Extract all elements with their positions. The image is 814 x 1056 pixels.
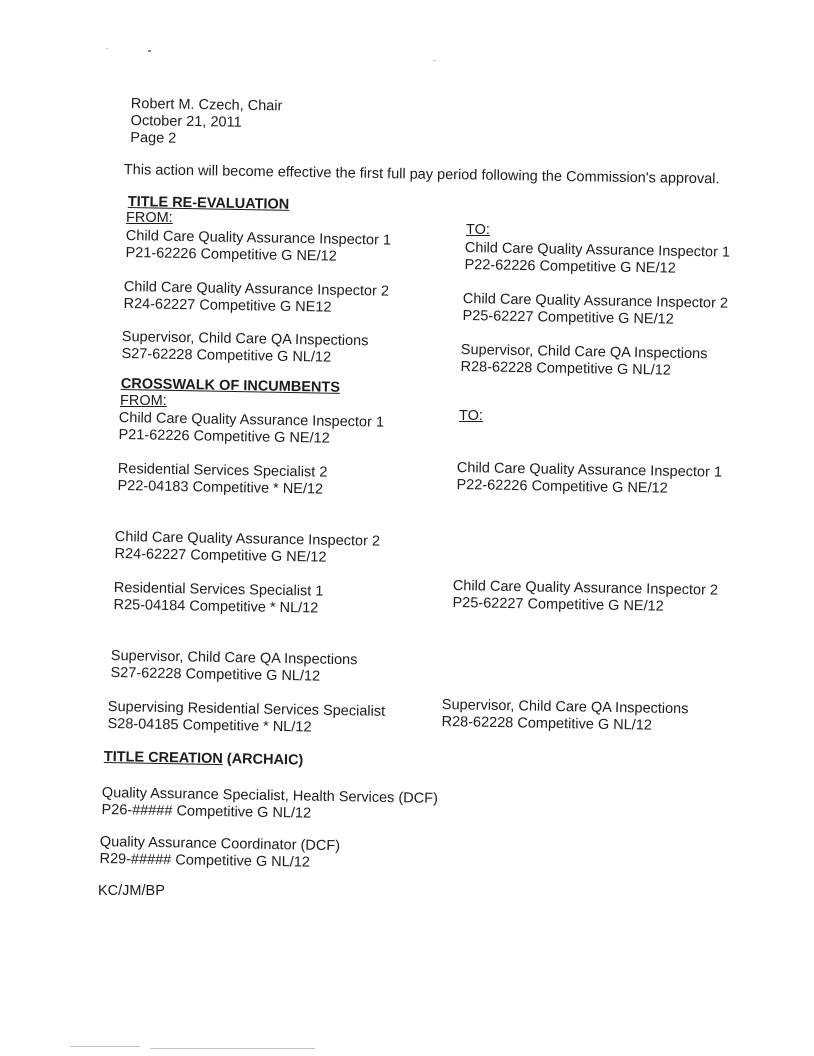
intro-text: This action will become effective the first full pay period following the Commission's approval. [123,162,720,188]
title-creation-item-1 [101,785,438,825]
item-detail: R24-62227 Competitive G NE/12 [114,545,327,566]
re-evaluation-heading: TITLE RE-EVALUATION [127,194,290,213]
title-creation-item-2 [99,834,340,872]
crosswalk-to-label: TO: [459,408,483,424]
crosswalk-to-2 [452,578,718,617]
item-title: Child Care Quality Assurance Inspector 1 [125,228,392,249]
item-detail: P22-04183 Competitive * NE/12 [117,477,324,498]
item-title: Quality Assurance Specialist, Health Services (DCF) [101,785,438,807]
scan-artifact-line [70,1046,140,1047]
item-title: Supervisor, Child Care QA Inspections [121,329,369,350]
letter-header [130,96,282,149]
item-detail: R29-##### Competitive G NL/12 [99,850,311,871]
crosswalk-from-2 [117,461,327,499]
crosswalk-from-1 [118,410,384,449]
scan-speck [148,50,151,52]
initials: KC/JM/BP [98,883,165,899]
item-title: Child Care Quality Assurance Inspector 2 [114,529,381,550]
item-title: Supervisor, Child Care QA Inspections [441,697,689,718]
item-detail: S27-62228 Competitive G NL/12 [110,664,321,685]
item-detail: P22-62226 Competitive G NE/12 [456,476,668,497]
page-number: Page 2 [130,129,177,147]
re-evaluation-to-label: TO: [466,222,490,238]
title-creation-note: (ARCHAIC) [226,751,304,769]
item-title: Child Care Quality Assurance Inspector 2 [462,291,729,312]
item-title: Supervising Residential Services Specialist [107,699,386,720]
item-title: Child Care Quality Assurance Inspector 1 [456,460,723,481]
item-title: Child Care Quality Assurance Inspector 2 [452,578,719,599]
item-detail: P21-62226 Competitive G NE/12 [118,426,330,447]
crosswalk-to-1 [456,460,722,499]
crosswalk-from-4 [113,580,323,618]
crosswalk-from-label: FROM: [120,393,167,409]
re-evaluation-to-2 [462,291,728,330]
item-detail: P26-##### Competitive G NL/12 [101,801,312,822]
item-detail: P25-62227 Competitive G NE/12 [452,594,664,615]
item-detail: R28-62228 Competitive G NL/12 [460,358,672,379]
re-evaluation-from-3 [121,329,368,367]
item-title: Residential Services Specialist 1 [113,580,324,600]
crosswalk-to-3 [441,697,688,735]
crosswalk-heading: CROSSWALK OF INCUMBENTS [120,376,341,396]
item-detail: R25-04184 Competitive * NL/12 [113,596,319,617]
item-detail: S28-04185 Competitive * NL/12 [107,715,312,736]
re-evaluation-from-label: FROM: [126,210,173,226]
re-evaluation-to-3 [460,342,707,380]
item-detail: P25-62227 Competitive G NE/12 [462,307,674,328]
item-title: Child Care Quality Assurance Inspector 1 [118,410,385,431]
item-title: Child Care Quality Assurance Inspector 1 [464,240,731,261]
item-title: Supervisor, Child Care QA Inspections [110,648,358,669]
item-title: Residential Services Specialist 2 [117,461,328,481]
scan-speck [106,48,108,49]
re-evaluation-from-2 [123,279,389,318]
item-detail: R24-62227 Competitive G NE12 [123,295,332,316]
item-detail: P22-62226 Competitive G NE/12 [464,256,676,277]
crosswalk-from-3 [114,529,380,568]
item-title: Quality Assurance Coordinator (DCF) [99,834,341,855]
re-evaluation-from-1 [125,228,391,267]
crosswalk-from-5 [110,648,357,686]
crosswalk-from-6 [107,699,385,738]
item-title: Child Care Quality Assurance Inspector 2 [123,279,390,300]
re-evaluation-to-1 [464,240,730,279]
title-creation-heading: TITLE CREATION [103,749,223,768]
recipient: Robert M. Czech, Chair [130,96,283,115]
letter-date: October 21, 2011 [130,112,242,131]
item-detail: P21-62226 Competitive G NE/12 [125,244,337,265]
scan-speck [433,60,436,61]
item-detail: S27-62228 Competitive G NL/12 [121,345,332,366]
title-creation-heading-row [104,749,304,769]
item-title: Supervisor, Child Care QA Inspections [460,342,708,363]
scan-artifact-line [150,1048,315,1049]
item-detail: R28-62228 Competitive G NL/12 [441,713,653,734]
